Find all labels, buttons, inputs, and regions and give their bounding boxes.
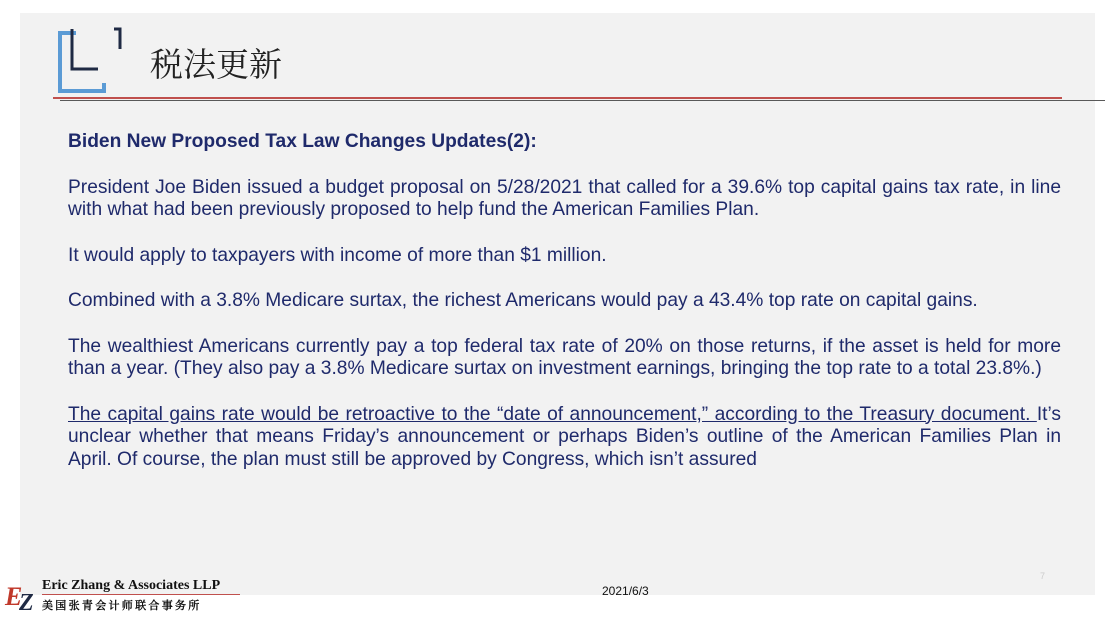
footer-date: 2021/6/3 [602,584,649,598]
bracket-frame-icon [58,27,122,93]
paragraph-current-rate: The wealthiest Americans currently pay a top federal tax rate of 20% on those returns, if the asset is held for more than a year. (They also pay a 3.8% Medicare surtax on investment earnings, bringing the top rate to a total 23.8%.) [68,335,1061,379]
svg-text:Z: Z [19,590,34,612]
ez-logo-icon [4,576,40,612]
logo-company-name-cn: 美国张青会计师联合事务所 [42,599,202,612]
paragraph-retroactive-rest: It’s unclear whether that means Friday’s announcement or perhaps Biden’s outline of the American Families Plan in April. Of course, the plan must still be approved by Congress, which isn’t assured [68,403,1061,470]
title-divider-dark [60,100,1105,101]
paragraph-income-threshold: It would apply to taxpayers with income of more than $1 million. [68,244,607,266]
title-divider-red [53,97,1062,99]
logo-company-name-en: Eric Zhang & Associates LLP [42,578,221,593]
company-logo [4,576,244,614]
slide-body [68,131,1061,494]
paragraph-retroactive [68,404,1061,472]
svg-text:E: E [5,582,23,611]
slide-title: 税法更新 [150,45,282,84]
page-number: 7 [1040,571,1046,581]
paragraph-medicare-surtax: Combined with a 3.8% Medicare surtax, the richest Americans would pay a 43.4% top rate on capital gains. [68,290,978,311]
slide [20,13,1095,595]
paragraph-budget-proposal: President Joe Biden issued a budget proposal on 5/28/2021 that called for a 39.6% top capital gains tax rate, in line with what had been previously proposed to help fund the American Families Plan. [68,176,1061,220]
body-heading: Biden New Proposed Tax Law Changes Updates(2): [68,131,537,152]
treasury-document-link[interactable]: The capital gains rate would be retroactive to the “date of announcement,” according to the Treasury document. [68,403,1037,425]
logo-divider [42,594,240,595]
